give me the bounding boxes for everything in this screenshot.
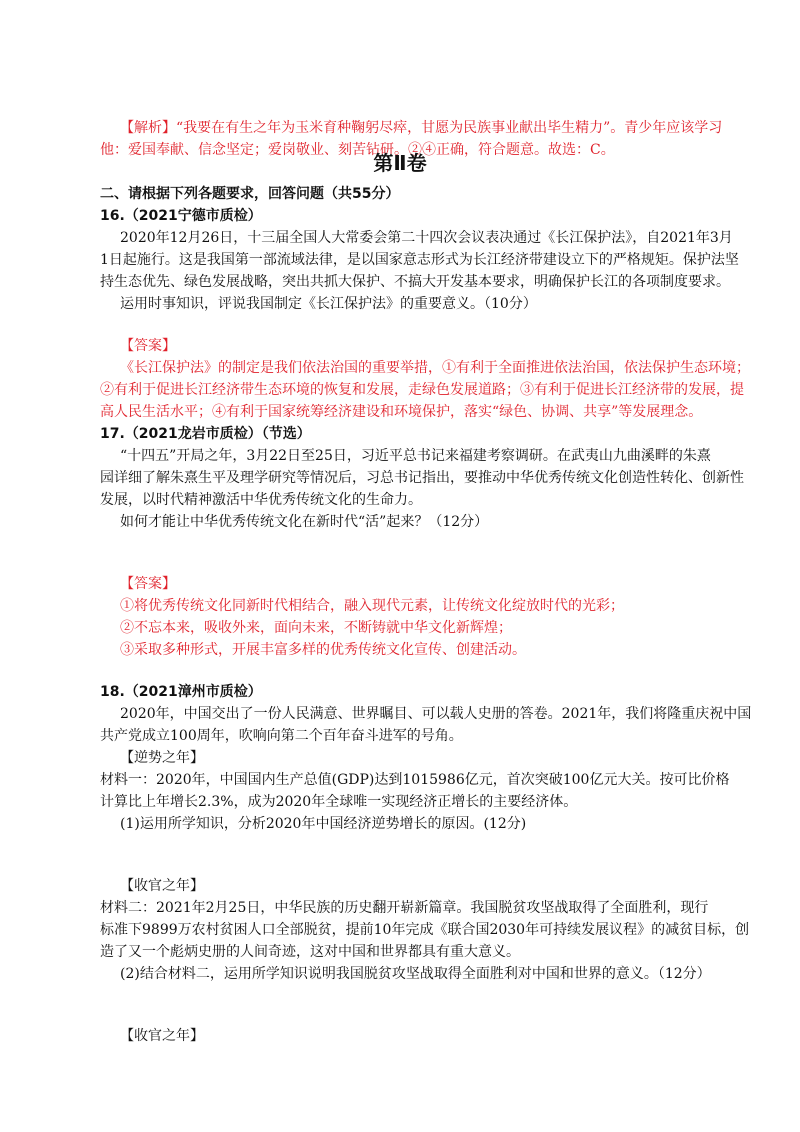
q17-paragraph-line-3: 发展，以时代精神激活中华优秀传统文化的生命力。 (100, 492, 422, 508)
section-heading: 二、请根据下列各题要求，回答问题（共55分） (100, 186, 400, 202)
q18-material-2-line-3: 造了又一个彪炳史册的人间奇迹，这对中国和世界都具有重大意义。 (100, 944, 520, 960)
q18-paragraph-line-2: 共产党成立100周年，吹响向第二个百年奋斗进军的号角。 (100, 728, 463, 744)
q18-material-2-line-2: 标准下9899万农村贫困人口全部脱贫，提前10年完成《联合国2030年可持续发展议程》的减贫目标，创 (100, 922, 750, 938)
analysis-line-2: 他：爱国奉献、信念坚定；爱岗敬业、刻苦钻研。②④正确，符合题意。故选：C。 (100, 142, 615, 158)
q16-paragraph-line-3: 持生态优先、绿色发展战略，突出共抓大保护、不搞大开发基本要求，明确保护长江的各项制度要求。 (100, 274, 730, 290)
q16-answer-label: 【答案】 (120, 338, 176, 354)
q17-heading: 17.（2021龙岩市质检）（节选） (100, 426, 311, 442)
q16-question: 运用时事知识，评说我国制定《长江保护法》的重要意义。（10分） (120, 296, 537, 312)
q16-heading: 16.（2021宁德市质检） (100, 208, 262, 224)
q16-answer-line-3: 高人民生活水平；④有利于国家统筹经济建设和环境保护，落实“绿色、协调、共享”等发展理念。 (100, 404, 703, 420)
q17-answer-line-2: ②不忘本来，吸收外来，面向未来，不断铸就中华文化新辉煌； (120, 620, 512, 636)
q18-question-2: (2)结合材料二，运用所学知识说明我国脱贫攻坚战取得全面胜利对中国和世界的意义。（12分） (120, 966, 711, 982)
q18-material-2-line-1: 材料二：2021年2月25日，中华民族的历史翻开崭新篇章。我国脱贫攻坚战取得了全面胜利，现行 (100, 900, 709, 916)
q18-subheading-1: 【逆势之年】 (120, 750, 204, 766)
q17-paragraph-line-1: “十四五”开局之年，3月22日至25日，习近平总书记来福建考察调研。在武夷山九曲溪畔的朱熹 (120, 448, 711, 464)
q17-answer-label: 【答案】 (120, 576, 176, 592)
q16-answer-line-2: ②有利于促进长江经济带生态环境的恢复和发展，走绿色发展道路；③有利于促进长江经济带的发展，提 (100, 382, 744, 398)
q17-answer-line-3: ③采取多种形式，开展丰富多样的优秀传统文化宣传、创建活动。 (120, 642, 526, 658)
q18-question-1: (1)运用所学知识，分析2020年中国经济逆势增长的原因。(12分) (120, 816, 527, 832)
q16-paragraph-line-2: 1日起施行。这是我国第一部流域法律，是以国家意志形式为长江经济带建设立下的严格规矩。保护法坚 (100, 252, 739, 268)
q17-answer-line-1: ①将优秀传统文化同新时代相结合，融入现代元素，让传统文化绽放时代的光彩； (120, 598, 624, 614)
analysis-line-1: 【解析】“我要在有生之年为玉米育种鞠躬尽瘁，甘愿为民族事业献出毕生精力”。青少年应该学习 (120, 120, 723, 136)
volume-title: 第Ⅱ卷 (373, 151, 427, 175)
q18-material-1-line-2: 计算比上年增长2.3%，成为2020年全球唯一实现经济正增长的主要经济体。 (100, 794, 578, 810)
q17-paragraph-line-2: 园详细了解朱熹生平及理学研究等情况后，习总书记指出，要推动中华优秀传统文化创造性转化、创新性 (100, 470, 744, 486)
q18-subheading-3: 【收官之年】 (120, 1028, 204, 1044)
q18-paragraph-line-1: 2020年，中国交出了一份人民满意、世界瞩目、可以载人史册的答卷。2021年，我们将隆重庆祝中国 (120, 706, 752, 722)
q18-material-1-line-1: 材料一：2020年，中国国内生产总值(GDP)达到1015986亿元，首次突破100亿元大关。按可比价格 (100, 772, 730, 788)
q16-answer-line-1: 《长江保护法》的制定是我们依法治国的重要举措，①有利于全面推进依法治国，依法保护生态环境； (120, 360, 750, 376)
q16-paragraph-line-1: 2020年12月26日，十三届全国人大常委会第二十四次会议表决通过《长江保护法》，自2021年3月 (120, 230, 733, 246)
q17-question: 如何才能让中华优秀传统文化在新时代“活”起来？（12分） (120, 514, 489, 530)
q18-subheading-2: 【收官之年】 (120, 878, 204, 894)
q18-heading: 18.（2021漳州市质检） (100, 684, 262, 700)
